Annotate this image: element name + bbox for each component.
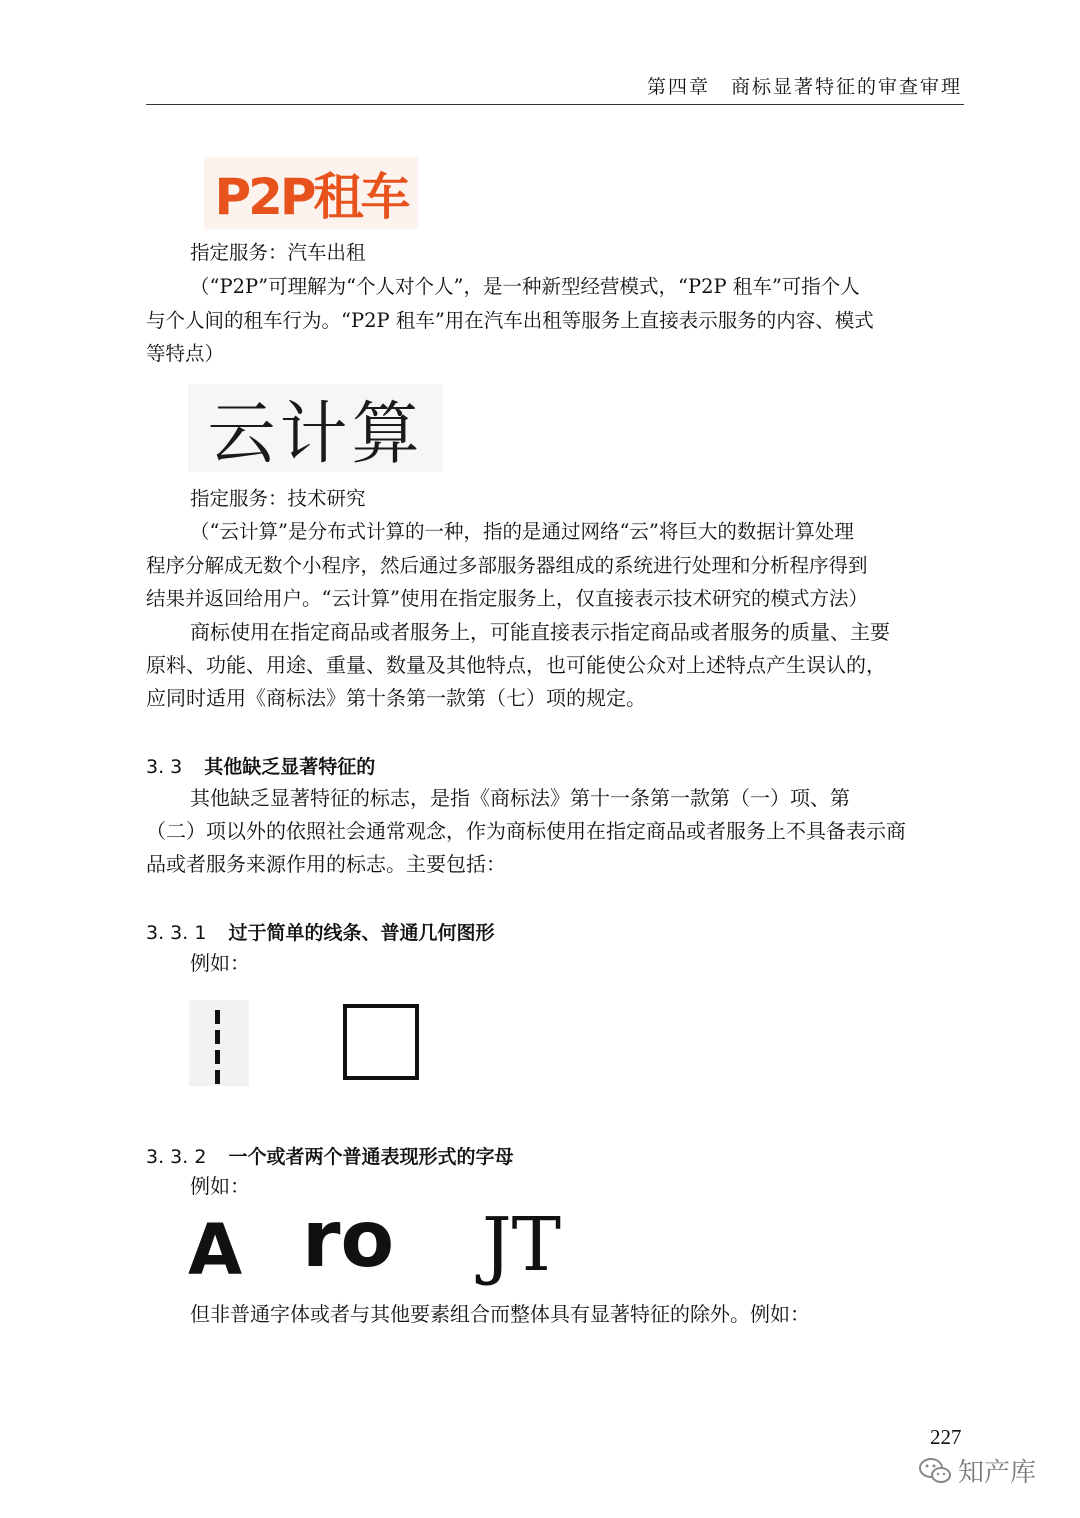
paragraph-line: 应同时适用《商标法》第十条第一款第（七）项的规定。 (146, 688, 646, 710)
closing-line: 但非普通字体或者与其他要素组合而整体具有显著特征的除外。例如： (190, 1304, 810, 1326)
watermark (918, 1452, 1036, 1489)
letters-jt-logo: JT (482, 1202, 562, 1288)
section-body-line: 品或者服务来源作用的标志。主要包括： (146, 854, 506, 876)
paragraph-line: 原料、功能、用途、重量、数量及其他特点，也可能使公众对上述特点产生误认的， (146, 655, 886, 677)
running-header: 第四章 商标显著特征的审查审理 (646, 76, 962, 98)
header-divider (146, 104, 964, 105)
dashed-line-logo (189, 1000, 249, 1086)
p2p-logo-text: P2P租车 (214, 168, 408, 226)
example1-service: 指定服务：汽车出租 (190, 241, 366, 264)
example1-explanation-line: 等特点） (146, 342, 225, 365)
section-heading-3-3 (146, 752, 375, 779)
page-number: 227 (930, 1425, 962, 1449)
example2-explanation-line: 程序分解成无数个小程序，然后通过多部服务器组成的系统进行处理和分析程序得到 (146, 554, 868, 577)
section-number: 3. 3. 1 (146, 922, 207, 944)
example2-explanation-line: 结果并返回给用户。“云计算”使用在指定服务上，仅直接表示技术研究的模式方法） (146, 587, 868, 610)
example-label: 例如： (190, 1176, 250, 1198)
section-heading-3-3-1 (146, 918, 494, 945)
section-body-line: 其他缺乏显著特征的标志，是指《商标法》第十一条第一款第（一）项、第 (190, 788, 850, 810)
letters-ro-logo: ro (302, 1195, 395, 1285)
p2p-rental-logo (204, 157, 418, 229)
section-title: 一个或者两个普通表现形式的字母 (228, 1146, 514, 1168)
wechat-icon (918, 1456, 952, 1486)
section-number: 3. 3 (146, 756, 183, 778)
example1-explanation-line: 与个人间的租车行为。“P2P 租车”用在汽车出租等服务上直接表示服务的内容、模式 (146, 309, 874, 332)
example1-explanation-line: （“P2P”可理解为“个人对个人”，是一种新型经营模式，“P2P 租车”可指个人 (190, 275, 860, 298)
section-number: 3. 3. 2 (146, 1146, 207, 1168)
square-logo (343, 1004, 419, 1080)
section-heading-3-3-2 (146, 1142, 513, 1169)
cloud-computing-logo (188, 384, 443, 472)
section-title: 过于简单的线条、普通几何图形 (228, 922, 495, 944)
dashed-line-graphic (189, 1000, 249, 1086)
section-title: 其他缺乏显著特征的 (204, 756, 376, 778)
section-body-line: （二）项以外的依照社会通常观念，作为商标使用在指定商品或者服务上不具备表示商 (146, 821, 906, 843)
letter-a-logo: A (188, 1209, 243, 1291)
cloud-logo-text: 云计算 (207, 394, 424, 474)
paragraph-line: 商标使用在指定商品或者服务上，可能直接表示指定商品或者服务的质量、主要 (190, 622, 890, 644)
example2-service: 指定服务：技术研究 (190, 487, 366, 510)
watermark-text: 知产库 (958, 1458, 1037, 1488)
example-label: 例如： (190, 953, 250, 975)
example2-explanation-line: （“云计算”是分布式计算的一种，指的是通过网络“云”将巨大的数据计算处理 (190, 520, 854, 543)
